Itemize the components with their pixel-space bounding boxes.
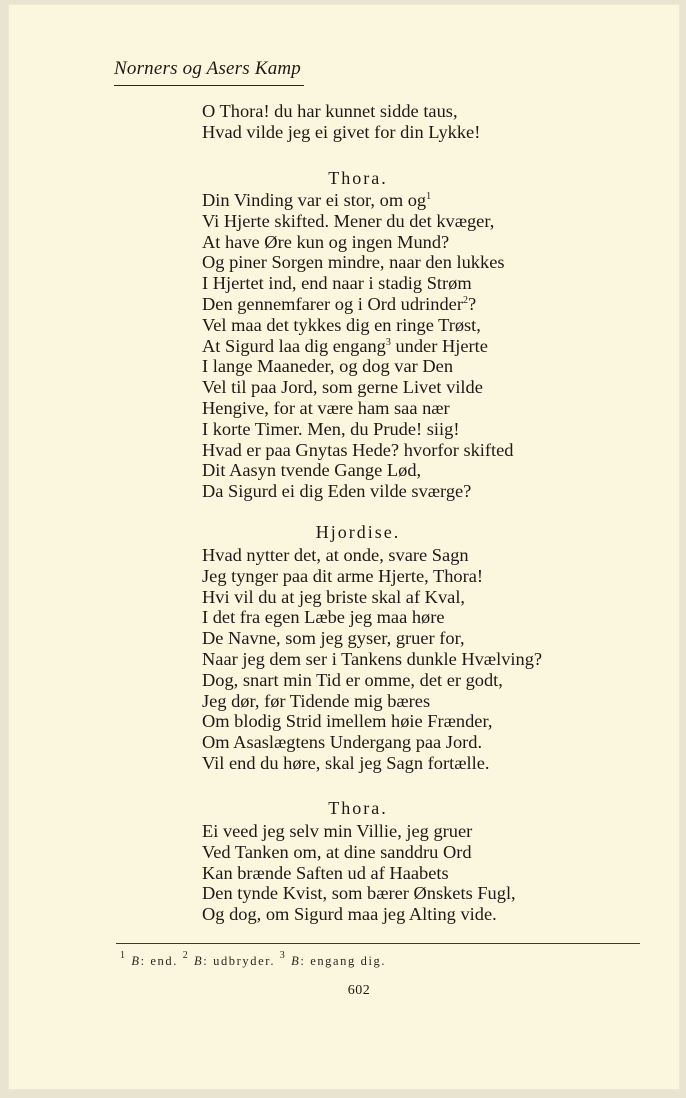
verse-line: Hvad nytter det, at onde, svare Sagn [202,545,469,565]
verse-line: Jeg dør, før Tidende mig bæres [202,690,431,711]
footnote-source: B [131,954,141,968]
book-page [8,4,680,1090]
footnote-number: 2 [182,950,190,961]
footnote-marker: 3 [385,336,391,348]
verse-line: I lange Maaneder, og dog var Den [202,356,454,377]
speaker-heading-thora: Thora. [328,798,388,818]
verse-line: I korte Timer. Men, du Prude! siig! [202,418,460,439]
footnote-number: 1 [120,950,127,961]
footnote-marker: 2 [462,294,468,306]
verse-block-opening [202,101,480,143]
verse-line: Vil end du høre, skal jeg Sagn fortælle. [202,752,490,773]
speaker-heading-hjordise: Hjordise. [315,522,401,542]
verse-line: Ei veed jeg selv min Villie, jeg gruer [202,821,473,841]
footnote-rule [116,943,640,944]
verse-line: Vel til paa Jord, som gerne Livet vilde [202,377,483,398]
running-head: Norners og Asers Kamp [114,58,302,79]
verse-line: Og piner Sorgen mindre, naar den lukkes [202,252,505,273]
verse-line: Den tynde Kvist, som bærer Ønskets Fugl, [202,883,516,904]
verse-line: Hvi vil du at jeg briste skal af Kval, [202,586,466,607]
verse-line: At have Øre kun og ingen Mund? [202,231,450,252]
verse-line: At Sigurd laa dig engang$^3$ under Hjerte [202,335,488,356]
verse-line: Hengive, for at være ham saa nær [202,397,450,418]
verse-block-thora-1 [202,190,514,502]
verse-line: De Navne, som jeg gyser, gruer for, [202,628,465,649]
footnote-marker: 1 [426,191,432,202]
verse-line: Om blodig Strid imellem høie Frænder, [202,711,493,732]
verse-line: Kan brænde Saften ud af Haabets [202,862,449,883]
footnote-text: : engang dig. [300,954,387,968]
verse-line: I Hjertet ind, end naar i stadig Strøm [202,273,472,294]
verse-line: Og dog, om Sigurd maa jeg Alting vide. [202,904,497,925]
verse-line: Om Asaslægtens Undergang paa Jord. [202,732,483,753]
verse-line: Da Sigurd ei dig Eden vilde sværge? [202,481,472,502]
verse-line: Den gennemfarer og i Ord udrinder$^2$? [202,293,477,314]
verse-line: Vi Hjerte skifted. Mener du det kvæger, [202,210,495,231]
footnote-source: B [194,954,204,968]
verse-line: Hvad vilde jeg ei givet for din Lykke! [202,121,481,142]
verse-line: Naar jeg dem ser i Tankens dunkle Hvælving? [202,648,543,669]
footnote-text: : udbryder. [203,954,276,968]
verse-line: Ved Tanken om, at dine sanddru Ord [202,841,472,862]
footnotes [120,950,387,969]
verse-line: Jeg tynger paa dit arme Hjerte, Thora! [202,565,484,586]
footnote-text: : end. [140,954,178,968]
verse-block-thora-2 [202,821,516,925]
verse-line: I det fra egen Læbe jeg maa høre [202,607,445,628]
running-head-rule [114,85,304,86]
verse-line: Dit Aasyn tvende Gange Lød, [202,460,422,481]
verse-line: Vel maa det tykkes dig en ringe Trøst, [202,314,481,335]
verse-line: Dog, snart min Tid er omme, det er godt, [202,669,503,690]
verse-line: Hvad er paa Gnytas Hede? hvorfor skifted [202,439,514,460]
verse-block-hjordise [202,545,542,774]
verse-line: O Thora! du har kunnet sidde taus, [202,101,458,121]
page-number: 602 [347,983,371,998]
footnote-number: 3 [279,950,287,961]
verse-line: Din Vinding var ei stor, om $og^1$ [202,190,432,210]
speaker-heading-thora: Thora. [328,168,388,188]
footnote-source: B [291,954,301,968]
